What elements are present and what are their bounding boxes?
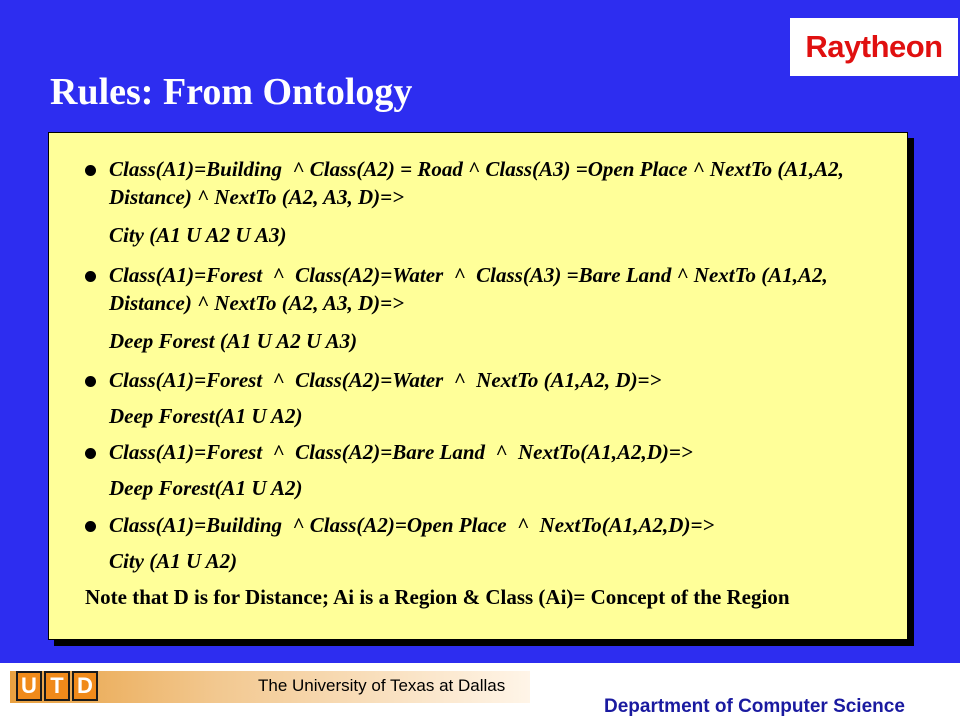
university-name: The University of Texas at Dallas [258,676,506,695]
rule-result: Deep Forest(A1 U A2) [109,476,303,500]
rule-result: Deep Forest(A1 U A2) [109,404,303,428]
note-text: Note that D is for Distance; Ai is a Region & Class (Ai)= Concept of the Region [85,585,790,609]
rule-result: City (A1 U A2 U A3) [109,223,287,247]
rules-content-box [48,132,908,640]
rule-condition: Class(A1)=Forest ^ Class(A2)=Water ^ Class(A3) =Bare Land ^ NextTo (A1,A2, Distance) ^ NextTo (A2, A3, D)=> [109,263,834,315]
bullet-icon [85,271,96,282]
bullet-icon [85,521,96,532]
rule-condition: Class(A1)=Building ^ Class(A2) = Road ^ Class(A3) =Open Place ^ NextTo (A1,A2, Distance) ^ NextTo (A2, A3, D)=> [109,157,850,209]
utd-logo-letter: T [44,671,70,701]
bullet-icon [85,165,96,176]
raytheon-logo [790,18,958,76]
rule-condition: Class(A1)=Forest ^ Class(A2)=Bare Land ^ NextTo(A1,A2,D)=> [109,440,693,464]
rule-condition: Class(A1)=Forest ^ Class(A2)=Water ^ NextTo (A1,A2, D)=> [109,368,662,392]
bullet-icon [85,376,96,387]
bullet-icon [85,448,96,459]
utd-logo-letter: D [72,671,98,701]
department-name: Department of Computer Science [604,696,905,717]
slide-title: Rules: From Ontology [50,71,413,113]
rule-result: City (A1 U A2) [109,549,238,573]
rule-result: Deep Forest (A1 U A2 U A3) [109,329,358,353]
raytheon-logo-text: Raytheon [805,29,943,64]
rule-condition: Class(A1)=Building ^ Class(A2)=Open Place ^ NextTo(A1,A2,D)=> [109,513,715,537]
utd-logo-letter: U [16,671,42,701]
